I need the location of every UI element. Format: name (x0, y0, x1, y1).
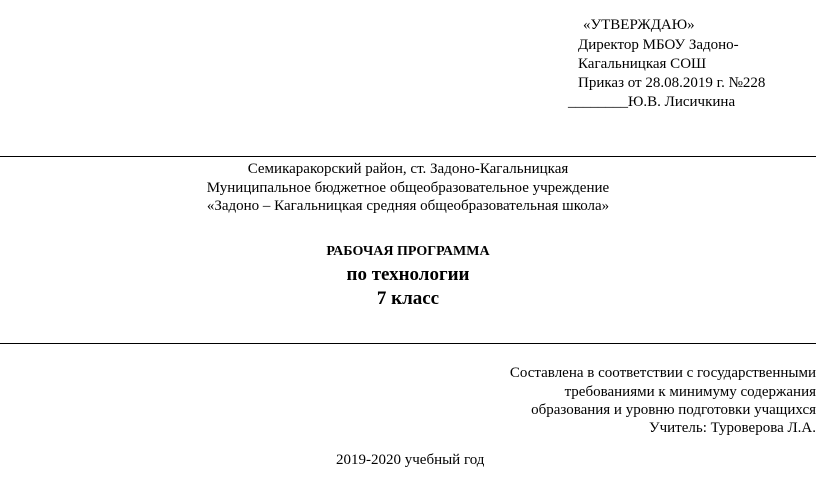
program-title: РАБОЧАЯ ПРОГРАММА (326, 244, 490, 259)
institution-name: «Задоно – Кагальницкая средняя общеобразовательная школа» (206, 198, 610, 214)
approval-position-line2: Кагальницкая СОШ (578, 56, 707, 72)
program-subject: по технологии (346, 264, 470, 285)
academic-year: 2019-2020 учебный год (336, 452, 485, 468)
bottom-divider (0, 343, 816, 344)
compliance-line3: образования и уровню подготовки учащихся (531, 402, 816, 418)
approval-signature: ________Ю.В. Лисичкина (568, 94, 736, 110)
approval-order: Приказ от 28.08.2019 г. №228 (578, 75, 766, 91)
teacher-name: Учитель: Туроверова Л.А. (648, 420, 816, 436)
compliance-line2: требованиями к минимуму содержания (564, 384, 816, 400)
institution-type: Муниципальное бюджетное общеобразовательное учреждение (206, 180, 610, 196)
institution-district: Семикаракорский район, ст. Задоно-Кагальницкая (247, 161, 569, 177)
approval-heading: «УТВЕРЖДАЮ» (583, 17, 695, 33)
approval-position-line1: Директор МБОУ Задоно- (578, 37, 739, 53)
program-grade: 7 класс (376, 288, 440, 309)
compliance-line1: Составлена в соответствии с государственными (509, 365, 816, 381)
top-divider (0, 156, 816, 157)
